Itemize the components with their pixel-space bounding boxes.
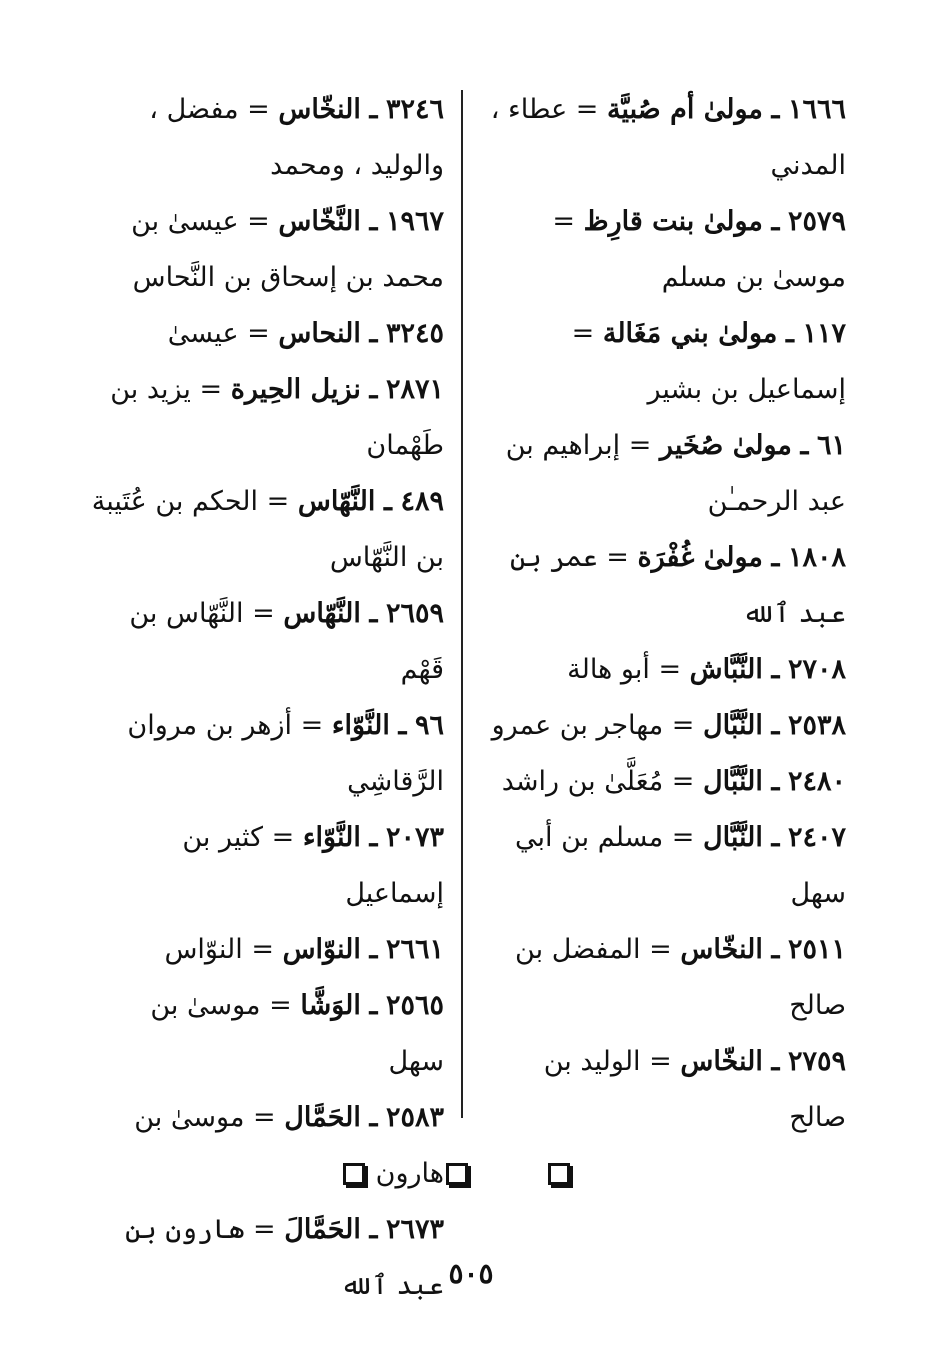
index-entry (488, 1034, 846, 1146)
index-entry (488, 194, 846, 306)
index-entry (88, 474, 444, 586)
equals-separator: = (606, 542, 629, 573)
entry-nisba: النَّوّاء (331, 710, 390, 741)
entry-name: أزهر بن مروان الرَّقاشِي (127, 710, 444, 797)
index-entry (88, 306, 444, 362)
equals-separator: = (252, 598, 275, 629)
entry-number: ٣٢٤٥ (385, 318, 444, 349)
entry-name: عمر بن عبد ٱلله (510, 542, 846, 629)
entry-name: إبراهيم بن عبد الرحمـٰن (505, 430, 846, 517)
entry-name: عطاء ، المدني (490, 94, 846, 181)
entry-name: الوليد بن صالح (543, 1046, 846, 1133)
entry-nisba: النخّاس (680, 934, 763, 965)
index-entry (88, 82, 444, 194)
dash-separator: ـ (369, 598, 378, 629)
entry-name: هارون بن عبد ٱلله (125, 1214, 444, 1301)
entry-nisba: الحَمَّال (284, 1102, 361, 1133)
entry-nisba: الوَشَّا (300, 990, 361, 1021)
entry-number: ١٦٦٦ (787, 94, 846, 125)
dash-separator: ـ (771, 542, 780, 573)
entry-number: ٢٠٧٣ (385, 822, 444, 853)
entry-nisba: مولىٰ بني مَغَالة (602, 318, 778, 349)
index-entry (488, 810, 846, 922)
entry-number: ٢٧٥٩ (787, 1046, 846, 1077)
entry-nisba: النخّاس (278, 94, 361, 125)
entry-name: مهاجر بن عمرو (491, 710, 664, 741)
index-entry (488, 642, 846, 698)
dash-separator: ـ (771, 1046, 780, 1077)
square-mark (343, 1163, 365, 1185)
dash-separator: ـ (369, 206, 378, 237)
index-entry (88, 922, 444, 978)
equals-separator: = (253, 1102, 276, 1133)
entry-nisba: نزيل الحِيرة (230, 374, 361, 405)
entry-number: ١١٧ (802, 318, 846, 349)
entry-nisba: النَّبَّال (703, 710, 763, 741)
dash-separator: ـ (398, 710, 407, 741)
equals-separator: = (628, 430, 652, 461)
entry-number: ١٨٠٨ (787, 542, 846, 573)
entry-name: النَّهّاس بن قَهْم (129, 598, 444, 685)
entry-number: ٢٤٨٠ (787, 766, 846, 797)
equals-separator: = (671, 822, 695, 853)
index-entry (88, 978, 444, 1090)
entry-number: ٤٨٩ (400, 486, 444, 517)
entry-nisba: النَّبَّال (703, 766, 763, 797)
equals-separator: = (199, 374, 223, 405)
equals-separator: = (269, 990, 292, 1021)
entry-name: عيسىٰ (167, 318, 239, 349)
equals-separator: = (649, 1046, 672, 1077)
dash-separator: ـ (369, 990, 378, 1021)
entry-nisba: مولىٰ أم صُبيَّة (607, 94, 763, 125)
entry-nisba: النَّهّاس (283, 598, 361, 629)
dash-separator: ـ (369, 934, 378, 965)
entry-number: ٩٦ (414, 710, 444, 741)
entry-nisba: مولىٰ غُفْرَة (637, 542, 763, 573)
entry-name: عيسىٰ بن محمد بن إسحاق بن النَّحاس (131, 206, 444, 293)
index-entry (88, 362, 444, 474)
dash-separator: ـ (771, 822, 780, 853)
entry-name: مُعَلَّىٰ بن راشد (501, 766, 664, 797)
entry-number: ٢٦٥٩ (385, 598, 444, 629)
equals-separator: = (253, 1214, 276, 1245)
equals-separator: = (671, 710, 695, 741)
dash-separator: ـ (369, 1102, 378, 1133)
entry-number: ٢٦٧٣ (385, 1214, 444, 1245)
dash-separator: ـ (771, 206, 780, 237)
index-entry (488, 306, 846, 418)
dash-separator: ـ (383, 486, 392, 517)
entry-name: موسىٰ بن هارون (134, 1102, 444, 1189)
entry-number: ٣٢٤٦ (385, 94, 444, 125)
entry-number: ٢٦٦١ (385, 934, 444, 965)
entry-name: أبو هالة (567, 654, 650, 685)
entry-number: ٢٥٣٨ (787, 710, 846, 741)
entry-nisba: مولىٰ صُخَير (659, 430, 792, 461)
entry-nisba: النحاس (278, 318, 361, 349)
equals-separator: = (247, 206, 270, 237)
equals-separator: = (271, 822, 295, 853)
entry-nisba: النَّبَّال (703, 822, 763, 853)
dash-separator: ـ (369, 318, 378, 349)
index-entry (488, 754, 846, 810)
entry-number: ٦١ (816, 430, 846, 461)
dash-separator: ـ (369, 374, 378, 405)
index-entry (88, 698, 444, 810)
column-divider (461, 90, 463, 1118)
entry-name: إسماعيل بن بشير (647, 374, 846, 405)
index-column-left (88, 82, 444, 1314)
index-entry (488, 82, 846, 194)
square-mark (548, 1163, 570, 1185)
index-entry (88, 586, 444, 698)
page-number: ٥٠٥ (448, 1257, 494, 1290)
entry-nisba: مولىٰ بنت قارِظ (583, 206, 763, 237)
dash-separator: ـ (369, 1214, 378, 1245)
equals-separator: = (552, 206, 576, 237)
index-entry (488, 922, 846, 1034)
square-mark (446, 1163, 468, 1185)
index-column-right (488, 82, 846, 1146)
entry-number: ٢٧٠٨ (787, 654, 846, 685)
entry-name: كثير بن إسماعيل (182, 822, 444, 909)
dash-separator: ـ (800, 430, 809, 461)
equals-separator: = (571, 318, 595, 349)
entry-name: الحكم بن عُتَيبة بن النَّهّاس (91, 486, 444, 573)
dash-separator: ـ (771, 654, 780, 685)
entry-name: النوّاس (164, 934, 243, 965)
equals-separator: = (266, 486, 290, 517)
equals-separator: = (658, 654, 682, 685)
entry-name: مسلم بن أبي سهل (514, 822, 846, 909)
entry-number: ٢٤٠٧ (787, 822, 846, 853)
entry-nisba: النَّهّاس (297, 486, 376, 517)
equals-separator: = (649, 934, 672, 965)
equals-separator: = (247, 94, 270, 125)
entry-name: موسىٰ بن مسلم (661, 262, 846, 293)
dash-separator: ـ (771, 94, 780, 125)
entry-nisba: النوّاس (282, 934, 361, 965)
equals-separator: = (300, 710, 324, 741)
entry-name: مفضل ، والوليد ، ومحمد (149, 94, 444, 181)
dash-separator: ـ (771, 710, 780, 741)
index-entry (88, 810, 444, 922)
dash-separator: ـ (369, 94, 378, 125)
entry-number: ٢٨٧١ (385, 374, 444, 405)
equals-separator: = (251, 934, 274, 965)
entry-nisba: النخّاس (680, 1046, 763, 1077)
equals-separator: = (671, 766, 695, 797)
index-entry (488, 698, 846, 754)
entry-nisba: الحَمَّالَ (284, 1214, 361, 1245)
section-end-marks (0, 1163, 942, 1193)
equals-separator: = (247, 318, 270, 349)
index-entry (488, 418, 846, 530)
entry-name: المفضل بن صالح (515, 934, 846, 1021)
entry-nisba: النَّبَّاش (689, 654, 763, 685)
entry-number: ٢٥٨٣ (385, 1102, 444, 1133)
index-entry (488, 530, 846, 642)
dash-separator: ـ (771, 766, 780, 797)
entry-name: موسىٰ بن سهل (150, 990, 444, 1077)
entry-nisba: النَّوّاء (302, 822, 361, 853)
index-entry (88, 194, 444, 306)
entry-number: ٢٥٦٥ (385, 990, 444, 1021)
entry-number: ٢٥٧٩ (787, 206, 846, 237)
dash-separator: ـ (771, 934, 780, 965)
equals-separator: = (575, 94, 599, 125)
dash-separator: ـ (369, 822, 378, 853)
dash-separator: ـ (785, 318, 794, 349)
entry-nisba: النَّخّاس (278, 206, 361, 237)
entry-number: ٢٥١١ (787, 934, 846, 965)
entry-number: ١٩٦٧ (385, 206, 444, 237)
entry-name: يزيد بن طَهْمان (110, 374, 444, 461)
